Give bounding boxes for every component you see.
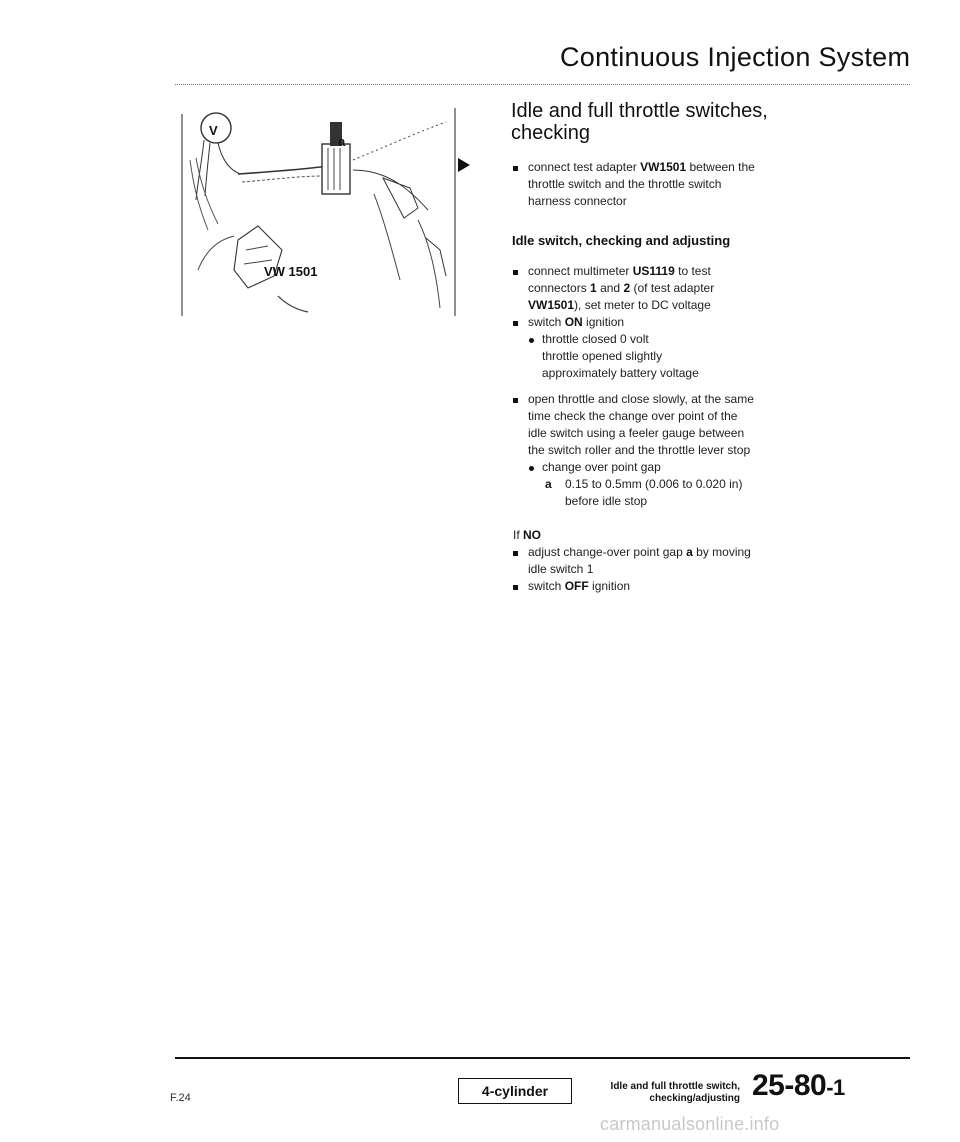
adapter-tool: VW1501 bbox=[528, 298, 575, 312]
meter-setting: ), set meter to DC voltage bbox=[574, 298, 711, 312]
footer-description bbox=[598, 1081, 740, 1105]
step-connect-line-3 bbox=[528, 297, 711, 314]
gap-letter: a bbox=[545, 477, 552, 491]
footer-desc-line-2: checking/adjusting bbox=[649, 1093, 740, 1104]
ignition-off-text: ignition bbox=[592, 579, 631, 593]
connector-2: 2 bbox=[623, 281, 631, 295]
page-number bbox=[752, 1069, 845, 1103]
sub-bullet-icon bbox=[529, 466, 534, 471]
step-connect bbox=[528, 263, 711, 280]
switch-off-text: switch bbox=[528, 579, 562, 593]
page-title: Continuous Injection System bbox=[560, 42, 911, 72]
step-switch-off bbox=[528, 578, 630, 595]
intro-text-post: between the bbox=[689, 160, 755, 174]
connector-1: 1 bbox=[590, 281, 597, 295]
step-connect-post: to test bbox=[678, 264, 711, 278]
step-switch-on bbox=[528, 314, 624, 331]
ignition-text: ignition bbox=[586, 315, 625, 329]
no-text: NO bbox=[523, 528, 542, 542]
intro-tool: VW1501 bbox=[640, 160, 687, 174]
adjust-post: by moving bbox=[696, 545, 751, 559]
intro-line-1 bbox=[528, 159, 755, 176]
condition-if-no bbox=[513, 527, 541, 544]
switch-text: switch bbox=[528, 315, 562, 329]
watermark: carmanualsonline.info bbox=[600, 1114, 780, 1134]
intro-line-2: throttle switch and the throttle switch bbox=[528, 177, 722, 191]
footer-divider bbox=[175, 1057, 910, 1059]
throttle-opened-voltage: approximately battery voltage bbox=[542, 366, 699, 380]
connectors-post: (of test adapter bbox=[633, 281, 715, 295]
step-open-line-4: the switch roller and the throttle lever stop bbox=[528, 443, 751, 457]
intro-line-3: harness connector bbox=[528, 194, 627, 208]
arrow-right-icon bbox=[458, 158, 470, 172]
bullet-icon bbox=[513, 270, 518, 275]
heading-line-2: checking bbox=[511, 122, 590, 144]
off-text: OFF bbox=[564, 579, 589, 593]
on-text: ON bbox=[564, 315, 583, 329]
meter-label: V bbox=[209, 123, 218, 138]
engine-variant-label: 4-cylinder bbox=[458, 1078, 572, 1104]
bullet-icon bbox=[513, 398, 518, 403]
page-number-sub: -1 bbox=[826, 1075, 845, 1100]
adapter-label: VW 1501 bbox=[264, 264, 318, 279]
intro-text: connect test adapter bbox=[528, 160, 637, 174]
and-text: and bbox=[600, 281, 621, 295]
bullet-icon bbox=[513, 585, 518, 590]
footer-desc-line-1: Idle and full throttle switch, bbox=[610, 1081, 740, 1092]
connectors-text: connectors bbox=[528, 281, 587, 295]
adjust-letter: a bbox=[686, 545, 693, 559]
bullet-icon bbox=[513, 166, 518, 171]
throttle-switch-illustration bbox=[178, 100, 460, 318]
step-adjust-line-2: idle switch 1 bbox=[528, 562, 594, 576]
gap-value: 0.15 to 0.5mm (0.006 to 0.020 in) bbox=[565, 477, 743, 491]
sub-bullet-icon bbox=[529, 338, 534, 343]
page-number-main: 25-80 bbox=[752, 1069, 827, 1102]
page-code: F.24 bbox=[170, 1092, 191, 1104]
step-adjust bbox=[528, 544, 751, 561]
step-open-line-3: idle switch using a feeler gauge between bbox=[528, 426, 745, 440]
section-heading bbox=[511, 100, 768, 144]
bullet-icon bbox=[513, 551, 518, 556]
step-open-line-2: time check the change over point of the bbox=[528, 409, 738, 423]
multimeter-tool: US1119 bbox=[632, 264, 675, 278]
heading-line-1: Idle and full throttle switches, bbox=[511, 100, 768, 122]
gap-note: before idle stop bbox=[565, 494, 648, 508]
step-connect-text: connect multimeter bbox=[528, 264, 630, 278]
throttle-opened: throttle opened slightly bbox=[542, 349, 663, 363]
step-connect-line-2 bbox=[528, 280, 714, 297]
subheading: Idle switch, checking and adjusting bbox=[512, 233, 731, 248]
gap-label: a bbox=[338, 134, 346, 149]
header-divider bbox=[175, 84, 910, 85]
step-open-line-1: open throttle and close slowly, at the same bbox=[528, 392, 754, 406]
adjust-text: adjust change-over point gap bbox=[528, 545, 683, 559]
bullet-icon bbox=[513, 321, 518, 326]
throttle-closed: throttle closed 0 volt bbox=[542, 332, 649, 346]
if-text: If bbox=[513, 528, 520, 542]
change-over-point: change over point gap bbox=[542, 460, 661, 474]
